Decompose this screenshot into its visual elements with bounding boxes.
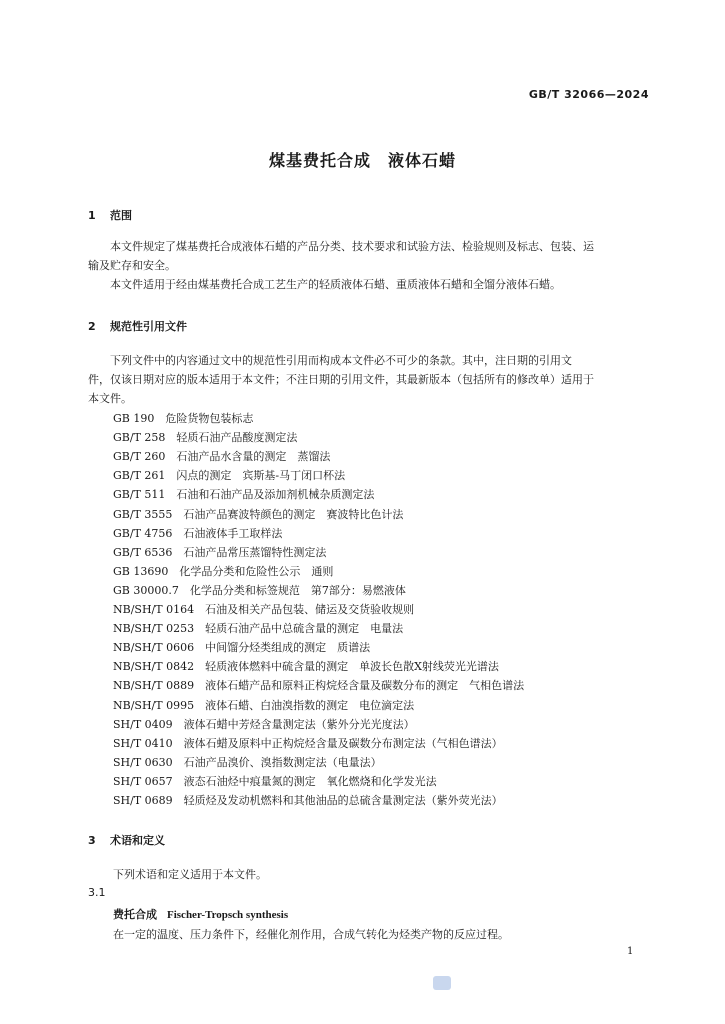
reference-code: SH/T 0657: [113, 774, 173, 788]
section-number: 3: [88, 834, 96, 847]
reference-code: GB/T 6536: [113, 545, 173, 559]
reference-item: [113, 409, 253, 428]
reference-item: [113, 657, 499, 676]
page-number: 1: [627, 946, 634, 957]
reference-title: 石油和石油产品及添加剂机械杂质测定法: [176, 488, 375, 502]
section-number: 2: [88, 320, 96, 333]
reference-item: [113, 562, 333, 581]
reference-code: SH/T 0689: [113, 794, 173, 807]
standard-code: GB/T 32066—2024: [528, 88, 649, 101]
reference-title: 石油液体手工取样法: [183, 526, 283, 540]
reference-code: GB/T 261: [113, 469, 166, 483]
reference-code: GB 190: [113, 412, 155, 425]
reference-code: GB/T 3555: [113, 507, 173, 521]
reference-item: [113, 543, 326, 562]
reference-code: NB/SH/T 0842: [113, 660, 195, 674]
reference-item: [113, 466, 345, 485]
term-definition: 在一定的温度、压力条件下，经催化剂作用，合成气转化为烃类产物的反应过程。: [113, 928, 509, 941]
section-heading-normative: [88, 318, 187, 334]
reference-code: SH/T 0409: [113, 717, 173, 731]
reference-title: 化学品分类和危险性公示 通则: [179, 564, 334, 578]
reference-title: 危险货物包装标志: [165, 412, 254, 425]
clause-number: 3.1: [88, 886, 106, 899]
section-number: 1: [88, 209, 96, 222]
reference-title: 石油产品溴价、溴指数测定法（电量法）: [183, 755, 382, 769]
reference-item: [113, 581, 406, 600]
normative-intro-line-3: 本文件。: [88, 392, 132, 405]
reference-title: 石油及相关产品包装、储运及交货验收规则: [205, 603, 415, 616]
reference-title: 轻质石油产品酸度测定法: [176, 431, 298, 445]
reference-item: [113, 696, 414, 715]
reference-item: [113, 676, 524, 695]
reference-code: GB/T 258: [113, 431, 166, 445]
section-heading-terms: [88, 832, 165, 848]
reference-title: 液体石蜡及原料中正构烷烃含量及碳数分布测定法（气相色谱法）: [183, 736, 503, 750]
reference-code: GB/T 4756: [113, 526, 173, 540]
term-english: Fischer-Tropsch synthesis: [167, 909, 289, 921]
reference-item: [113, 600, 414, 619]
reference-item: [113, 734, 503, 753]
section-heading-scope: [88, 207, 132, 223]
reference-title: 石油产品赛波特颜色的测定 赛波特比色计法: [183, 507, 404, 521]
reference-item: [113, 638, 370, 657]
normative-intro-line-2: 件，仅该日期对应的版本适用于本文件；不注日期的引用文件，其最新版本（包括所有的修改单）适用于: [88, 373, 594, 386]
reference-item: [113, 619, 403, 638]
reference-code: NB/SH/T 0253: [113, 622, 195, 636]
reference-code: NB/SH/T 0995: [113, 698, 195, 712]
section-title: 术语和定义: [110, 834, 165, 847]
reference-code: NB/SH/T 0889: [113, 679, 195, 693]
term-chinese: 费托合成: [113, 908, 157, 921]
reference-code: GB 30000.7: [113, 583, 179, 597]
watermark-logo: [433, 976, 451, 990]
reference-code: SH/T 0630: [113, 755, 173, 769]
reference-code: SH/T 0410: [113, 736, 173, 750]
reference-title: 液体石蜡、白油溴指数的测定 电位滴定法: [205, 698, 415, 712]
normative-intro-line-1: 下列文件中的内容通过文中的规范性引用而构成本文件必不可少的条款。其中，注日期的引用文: [110, 354, 572, 367]
reference-title: 轻质石油产品中总硫含量的测定 电量法: [205, 622, 404, 636]
reference-code: NB/SH/T 0606: [113, 641, 195, 655]
reference-item: [113, 791, 503, 810]
scope-paragraph-1-cont: [88, 257, 648, 276]
reference-item: [113, 753, 382, 772]
reference-title: 轻质液体燃料中硫含量的测定 单波长色散X射线荧光光谱法: [205, 660, 499, 674]
reference-code: GB/T 260: [113, 450, 166, 464]
reference-title: 轻质烃及发动机燃料和其他油品的总硫含量测定法（紫外荧光法）: [183, 794, 503, 807]
reference-title: 化学品分类和标签规范 第7部分：易燃液体: [189, 583, 406, 597]
text-line: 本文件适用于经由煤基费托合成工艺生产的轻质液体石蜡、重质液体石蜡和全馏分液体石蜡。: [110, 278, 561, 291]
reference-title: 闪点的测定 宾斯基-马丁闭口杯法: [176, 469, 346, 483]
reference-item: [113, 505, 403, 524]
section-title: 规范性引用文件: [110, 320, 187, 333]
reference-title: 中间馏分烃类组成的测定 质谱法: [205, 641, 371, 655]
reference-item: [113, 428, 297, 447]
section-title: 范围: [110, 209, 132, 222]
reference-title: 液体石蜡中芳烃含量测定法（紫外分光光度法）: [183, 717, 415, 731]
terms-intro: 下列术语和定义适用于本文件。: [113, 868, 267, 881]
reference-title: 液态石油烃中痕量氮的测定 氧化燃烧和化学发光法: [183, 774, 437, 788]
document-title: 煤基费托合成 液体石蜡: [268, 151, 456, 170]
reference-item: [113, 715, 415, 734]
scope-paragraph-2: [88, 276, 648, 295]
reference-item: [113, 485, 374, 504]
scope-paragraph-1: [88, 238, 648, 257]
reference-title: 石油产品水含量的测定 蒸馏法: [176, 450, 331, 464]
reference-item: [113, 524, 282, 543]
reference-item: [113, 447, 330, 466]
reference-title: 石油产品常压蒸馏特性测定法: [183, 545, 327, 559]
reference-code: GB 13690: [113, 564, 169, 578]
reference-title: 液体石蜡产品和原料正构烷烃含量及碳数分布的测定 气相色谱法: [205, 679, 525, 693]
reference-code: GB/T 511: [113, 488, 166, 502]
reference-code: NB/SH/T 0164: [113, 603, 195, 616]
term-entry: [113, 906, 288, 922]
text-line: 输及贮存和安全。: [88, 259, 176, 272]
reference-item: [113, 772, 437, 791]
text-line: 本文件规定了煤基费托合成液体石蜡的产品分类、技术要求和试验方法、检验规则及标志、包装、运: [110, 240, 594, 253]
